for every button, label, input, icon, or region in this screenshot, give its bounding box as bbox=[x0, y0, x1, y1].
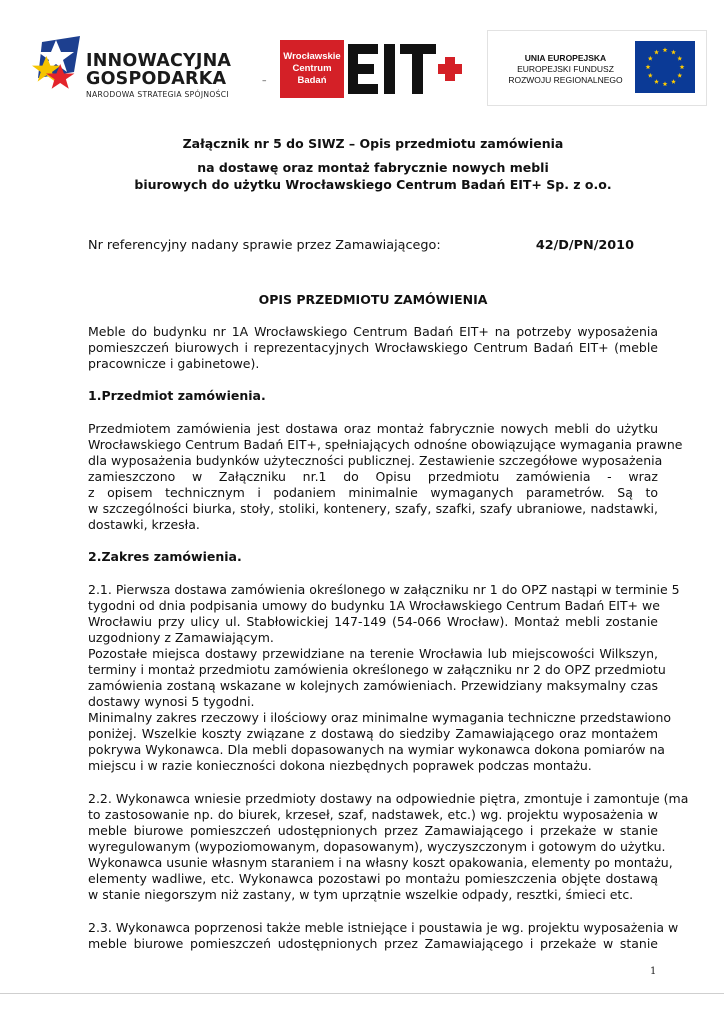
p21-line: 2.1. Pierwsza dostawa zamówienia określonego w załączniku nr 1 do OPZ nastąpi w terminie 5 bbox=[88, 582, 680, 597]
eu-text bbox=[498, 53, 633, 85]
p1-line: dla wyposażenia budynków użyteczności publicznej. Zestawienie szczegółowe wyposażenia bbox=[88, 453, 663, 468]
eu-line1: UNIA EUROPEJSKA bbox=[524, 53, 607, 63]
p21-line: Minimalny zakres rzeczowy i ilościowy oraz minimalne wymagania techniczne przedstawiono bbox=[88, 710, 672, 725]
p22-line: w stanie niegorszym niż zastany, w tym uprzątnie wszelkie odpady, resztki, śmieci etc. bbox=[88, 887, 634, 902]
p22-line: wyregulowanym (wypoziomowanym, dopasowanym), wyczyszczonym i gotowym do użytku. bbox=[88, 839, 666, 854]
eit-plus-logo bbox=[280, 40, 464, 98]
eit-dash: – bbox=[262, 76, 267, 86]
p1-line: z opisem technicznym i podaniem minimalnie wymaganych parametrów. Są to bbox=[88, 485, 658, 500]
eit-red-line2: Centrum bbox=[292, 63, 332, 74]
intro-line: pracownicze i gabinetowe). bbox=[88, 356, 260, 371]
heading-zakres: 2.Zakres zamówienia. bbox=[88, 549, 242, 564]
page-bottom-rule bbox=[0, 993, 724, 994]
p1-line: w szczególności biurka, stoły, stoliki, kontenery, szafy, szafki, szafy ubraniowe, nadstawki, bbox=[88, 501, 658, 516]
p21-line: uzgodniony z Zamawiającym. bbox=[88, 630, 274, 645]
p21-line: dostawy wynosi 5 tygodni. bbox=[88, 694, 255, 709]
innowacyjna-stars-icon bbox=[30, 32, 84, 104]
p22-line: 2.2. Wykonawca wniesie przedmioty dostawy na odpowiednie piętra, zmontuje i zamontuje (ma bbox=[88, 791, 689, 806]
p1-line: Przedmiotem zamówienia jest dostawa oraz montaż fabrycznie nowych mebli do użytku bbox=[88, 421, 658, 436]
p21-line: tygodni od dnia podpisania umowy do budynku 1A Wrocławskiego Centrum Badań EIT+ we bbox=[88, 598, 660, 613]
p22-line: Wykonawca usunie własnym staraniem i na własny koszt opakowania, elementy po montażu, bbox=[88, 855, 673, 870]
logo-line-gospodarka: GOSPODARKA bbox=[86, 69, 227, 89]
p21-line: Pozostałe miejsca dostawy przewidziane na terenie Wrocławia lub miejscowości Wilkszyn, bbox=[88, 646, 658, 661]
eit-plus-mark-icon bbox=[346, 40, 464, 98]
eit-red-line3: Badań bbox=[297, 75, 327, 86]
p22-line: elementy wadliwe, etc. Wykonawca pozostawi po montażu pomieszczenia objęte dostawą bbox=[88, 871, 658, 886]
intro-line: pomieszczeń biurowych i reprezentacyjnych Wrocławskiego Centrum Badań EIT+ (meble bbox=[88, 340, 658, 355]
p1-line: dostawki, krzesła. bbox=[88, 517, 200, 532]
p21-line: terminy i montaż przedmiotu zamówienia określonego w załączniku nr 2 do OPZ przedmiotu bbox=[88, 662, 666, 677]
section-heading: OPIS PRZEDMIOTU ZAMÓWIENIA bbox=[258, 292, 488, 307]
eit-red-line1: Wrocławskie bbox=[283, 51, 341, 62]
p21-line: poniżej. Wszelkie koszty związane z dostawą do siedziby Zamawiającego oraz montażem bbox=[88, 726, 658, 741]
p23-line: 2.3. Wykonawca poprzenosi także meble istniejące i poustawia je wg. projektu wyposażenia w bbox=[88, 920, 679, 935]
p21-line: pokrywa Wykonawca. Dla mebli dopasowanych na wymiar wykonawca dokona pomiarów na bbox=[88, 742, 665, 757]
doc-title-line2: na dostawę oraz montaż fabrycznie nowych mebli bbox=[197, 160, 549, 175]
p23-line: meble biurowe pomieszczeń udostępnionych przez Zamawiającego i przekaże w stanie bbox=[88, 936, 658, 951]
page-number: 1 bbox=[650, 966, 657, 977]
eu-line3: ROZWOJU REGIONALNEGO bbox=[508, 74, 623, 85]
p21-line: miejscu i w razie konieczności dokona niezbędnych poprawek podczas montażu. bbox=[88, 758, 592, 773]
eu-flag-icon bbox=[635, 41, 695, 93]
eu-logo bbox=[487, 30, 707, 106]
p21-line: zamówienia zostaną wskazane w kolejnych zamówieniach. Przewidziany maksymalny czas bbox=[88, 678, 658, 693]
reference-label: Nr referencyjny nadany sprawie przez Zamawiającego: bbox=[88, 238, 441, 253]
p1-line: zamieszczono w Załączniku nr.1 do Opisu przedmiotu zamówienia - wraz bbox=[88, 469, 658, 484]
heading-przedmiot: 1.Przedmiot zamówienia. bbox=[88, 388, 266, 403]
eit-red-block bbox=[280, 40, 344, 98]
doc-title-line1: Załącznik nr 5 do SIWZ – Opis przedmiotu zamówienia bbox=[182, 136, 564, 151]
p22-line: meble biurowe pomieszczeń udostępnionych przez Zamawiającego i przekaże w stanie bbox=[88, 823, 658, 838]
logo-line-strategia: NARODOWA STRATEGIA SPÓJNOŚCI bbox=[86, 90, 229, 99]
intro-line: Meble do budynku nr 1A Wrocławskiego Centrum Badań EIT+ na potrzeby wyposażenia bbox=[88, 324, 658, 339]
p22-line: to zastosowanie np. do biurek, krzeseł, szaf, nadstawek, etc.) wg. projektu wyposażenia w bbox=[88, 807, 658, 822]
p1-line: Wrocławskiego Centrum Badań EIT+, spełniających odnośne obowiązujące wymagania prawne bbox=[88, 437, 683, 452]
reference-number: 42/D/PN/2010 bbox=[535, 238, 634, 253]
eu-line2: EUROPEJSKI FUNDUSZ bbox=[517, 64, 614, 74]
doc-title-line3: biurowych do użytku Wrocławskiego Centrum Badań EIT+ Sp. z o.o. bbox=[134, 177, 612, 192]
logo-line-innowacyjna: INNOWACYJNA bbox=[86, 51, 232, 71]
header-logos bbox=[0, 28, 724, 108]
innowacyjna-gospodarka-logo bbox=[30, 32, 240, 104]
p21-line: Wrocławiu przy ulicy ul. Stabłowickiej 147-149 (54-066 Wrocław). Montaż mebli zostanie bbox=[88, 614, 658, 629]
